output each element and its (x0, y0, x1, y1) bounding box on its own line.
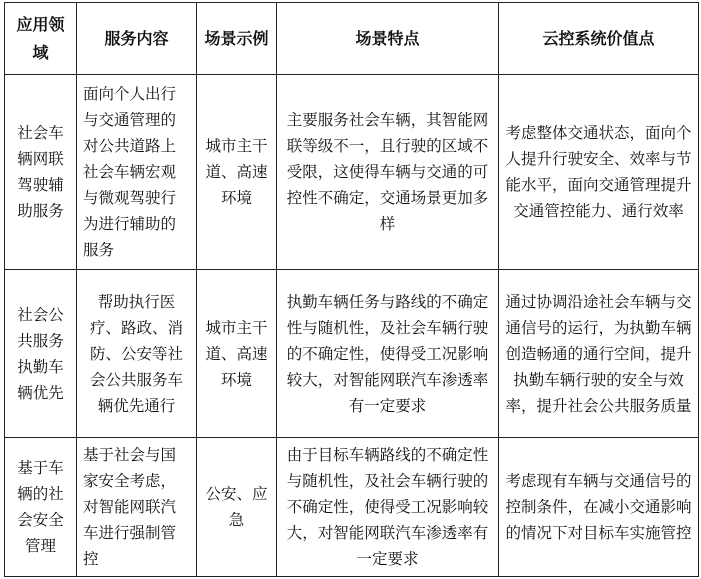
cell-scenario-example: 公安、应急 (197, 438, 277, 577)
scenario-table (4, 2, 699, 577)
cell-value-points: 考虑现有车辆与交通信号的控制条件，在减小交通影响的情况下对目标车实施管控 (499, 438, 699, 577)
cell-application-domain: 社会公共服务执勤车辆优先 (5, 270, 77, 438)
cell-service-content: 面向个人出行与交通管理的对公共道路上社会车辆宏观与微观驾驶行为进行辅助的服务 (77, 75, 197, 270)
table-row (5, 270, 699, 438)
cell-service-content: 基于社会与国家安全考虑，对智能网联汽车进行强制管控 (77, 438, 197, 577)
cell-scenario-example: 城市主干道、高速环境 (197, 75, 277, 270)
table-row (5, 75, 699, 270)
header-service-content: 服务内容 (77, 3, 197, 75)
header-value-points: 云控系统价值点 (499, 3, 699, 75)
header-application-domain: 应用领域 (5, 3, 77, 75)
cell-service-content: 帮助执行医疗、路政、消防、公安等社会公共服务车辆优先通行 (77, 270, 197, 438)
cell-scenario-example: 城市主干道、高速环境 (197, 270, 277, 438)
table-header-row (5, 3, 699, 75)
cell-scenario-features: 主要服务社会车辆，其智能网联等级不一，且行驶的区域不受限，这使得车辆与交通的可控性不确定，交通场景更加多样 (277, 75, 499, 270)
cell-application-domain: 社会车辆网联驾驶辅助服务 (5, 75, 77, 270)
cell-scenario-features: 由于目标车辆路线的不确定性与随机性，及社会车辆行驶的不确定性，使得受工况影响较大，对智能网联汽车渗透率有一定要求 (277, 438, 499, 577)
cell-value-points: 考虑整体交通状态，面向个人提升行驶安全、效率与节能水平，面向交通管理提升交通管控能力、通行效率 (499, 75, 699, 270)
table-row (5, 438, 699, 577)
cell-application-domain: 基于车辆的社会安全管理 (5, 438, 77, 577)
cell-scenario-features: 执勤车辆任务与路线的不确定性与随机性，及社会车辆行驶的不确定性，使得受工况影响较大，对智能网联汽车渗透率有一定要求 (277, 270, 499, 438)
header-scenario-example: 场景示例 (197, 3, 277, 75)
cell-value-points: 通过协调沿途社会车辆与交通信号的运行，为执勤车辆创造畅通的通行空间，提升执勤车辆行驶的安全与效率，提升社会公共服务质量 (499, 270, 699, 438)
header-scenario-features: 场景特点 (277, 3, 499, 75)
